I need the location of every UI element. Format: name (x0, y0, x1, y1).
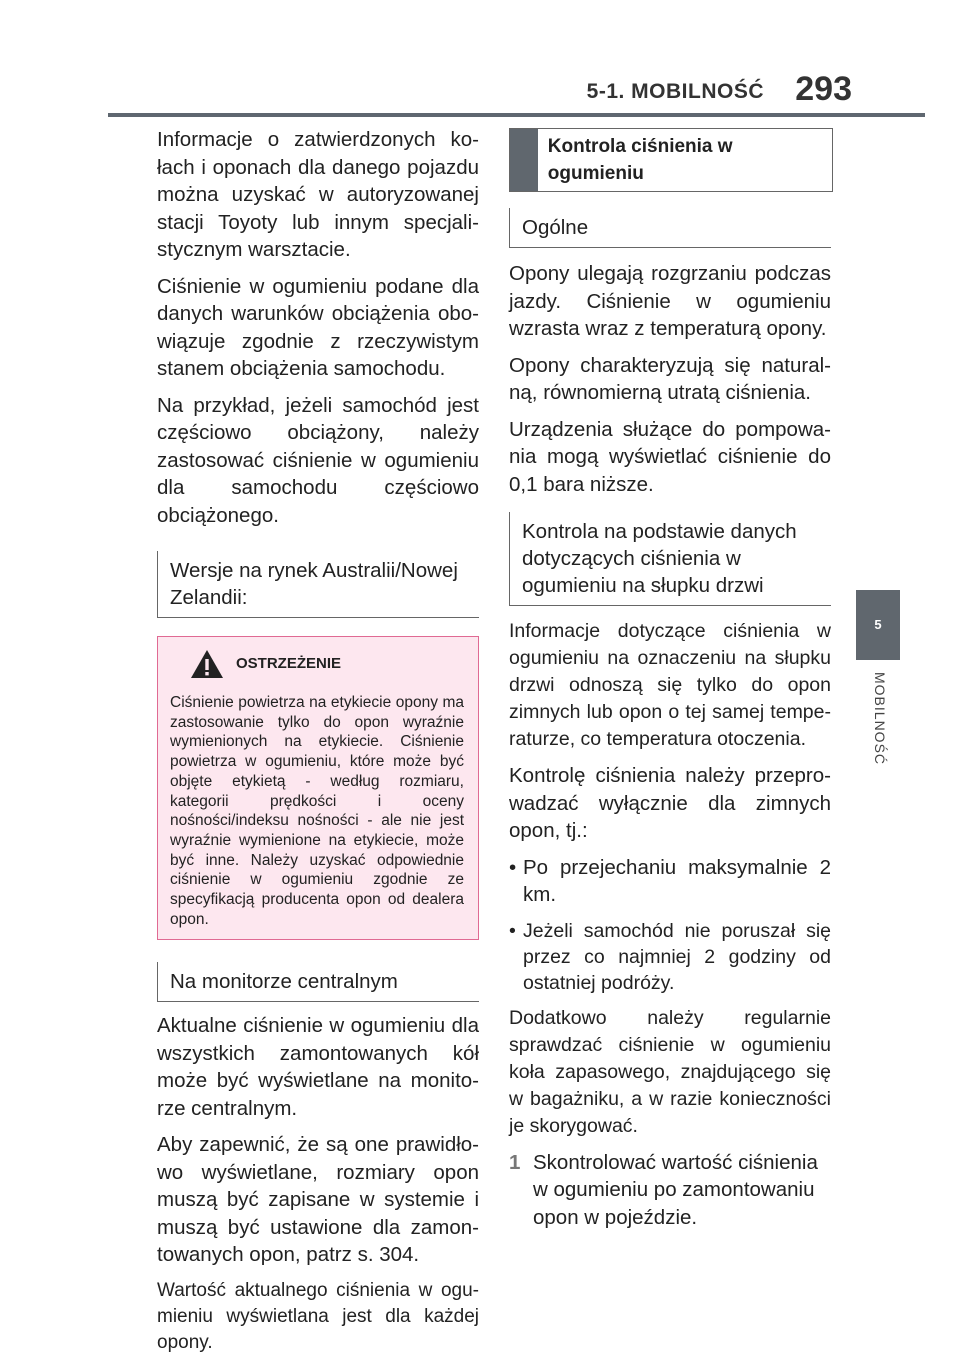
paragraph: Aby zapewnić, że są one prawidłowo wyświetlane, rozmiary opon muszą być zapisane w systemie i muszą być ustawione dla zamontowanych opon, patrz s. 304. (157, 1133, 479, 1267)
bullet-text: Jeżeli samochód nie poruszał się przez co najmniej 2 godziny od ostatniej podróży. (523, 919, 831, 994)
paragraph: Informacje o zatwierdzonych kołach i oponach dla danego pojazdu można uzyskać w autoryzowanej stacji Toyoty lub innym specjalistycznym warsztacie. (157, 128, 479, 261)
paragraph: Opony ulegają rozgrzaniu podczas jazdy. Ciśnienie w ogumieniu wzrasta wraz z temperaturą opony. (509, 262, 831, 340)
subheading: Ogólne (509, 208, 831, 248)
warning-header (190, 649, 464, 679)
subheading: Kontrola na podstawie danych dotyczących ciśnienia w ogumieniu na słupku drzwi (509, 512, 831, 606)
paragraph: Opony charakteryzują się naturalną, równomierną utratą ciśnienia. (509, 353, 831, 404)
step-text: Skontrolować wartość ciśnienia w ogumieniu po zamontowaniu opon w pojeździe. (533, 1150, 818, 1229)
left-column (157, 126, 479, 1365)
page-number: 293 (795, 70, 852, 108)
paragraph: Na przykład, jeżeli samochód jest częściowo obciążony, należy zastosować ciśnienie w ogumieniu dla samochodu częściowo obciążonego. (157, 393, 479, 527)
right-column (509, 208, 831, 1231)
warning-text: Ciśnienie powietrza na etykiecie opony ma zastosowanie tylko do opon wyraźnie wymienionych na etykiecie. Ciśnienie powietrza w ogumieniu, które może być objęte etykietą - według rozmiaru, kategorii prędkości i oceny nośności/indeksu nośności - ale nie jest wyraźnie wymienione na etykiecie, może być inne. Należy uzyskać odpowiednie ciśnienie w ogumieniu zgodnie ze specyfikacją producenta opon od dealera opon. (170, 694, 464, 928)
paragraph: Urządzenia służące do pompowania mogą wyświetlać ciśnienie do 0,1 bara niższe. (509, 417, 831, 496)
warning-triangle-icon (190, 649, 224, 679)
paragraph: Ciśnienie w ogumieniu podane dla danych warunków obciążenia obowiązuje zgodnie z rzeczywistym stanem obciążenia samochodu. (157, 274, 479, 380)
paragraph: Aktualne ciśnienie w ogumieniu dla wszystkich zamontowanych kół może być wyświetlane na monitorze centralnym. (157, 1014, 479, 1120)
subheading: Na monitorze centralnym (157, 962, 479, 1002)
section-title: Kontrola ciśnienia w ogumieniu (547, 136, 733, 184)
warning-title: OSTRZEŻENIE (236, 655, 342, 673)
chapter-tab-label: MOBILNOŚĆ (872, 672, 888, 766)
step-number: 1 (509, 1150, 521, 1174)
paragraph: Informacje dotyczące ciśnienia w ogumieniu na oznaczeniu na słupku drzwi odnoszą się tylko do opon zimnych lub opon o tej samej temperaturze, co temperatura otoczenia. (509, 620, 831, 750)
step-item (509, 1149, 831, 1232)
bullet-text: Po przejechaniu maksymalnie 2 km. (523, 855, 831, 906)
list-item (509, 854, 831, 909)
chapter-tab: 5 (856, 590, 900, 660)
warning-box (157, 636, 479, 940)
bullet-mark: • (509, 919, 516, 942)
subheading: Wersje na rynek Australii/Nowej Zelandii: (157, 551, 479, 618)
list-item (509, 918, 831, 996)
paragraph: Kontrolę ciśnienia należy przeprowadzać wyłącznie dla zimnych opon, tj.: (509, 764, 831, 842)
paragraph: Wartość aktualnego ciśnienia w ogumieniu wyświetlana jest dla każdej opony. (157, 1279, 479, 1353)
bullet-mark: • (509, 855, 517, 879)
header-rule (108, 113, 925, 117)
section-header: 5-1. MOBILNOŚĆ (586, 80, 764, 103)
paragraph: Dodatkowo należy regularnie sprawdzać ciśnienie w ogumieniu koła zapasowego, znajdującego się w bagażniku, a w razie konieczności je skorygować. (509, 1006, 831, 1137)
section-title-bar (510, 129, 538, 191)
section-title-box (509, 128, 833, 192)
